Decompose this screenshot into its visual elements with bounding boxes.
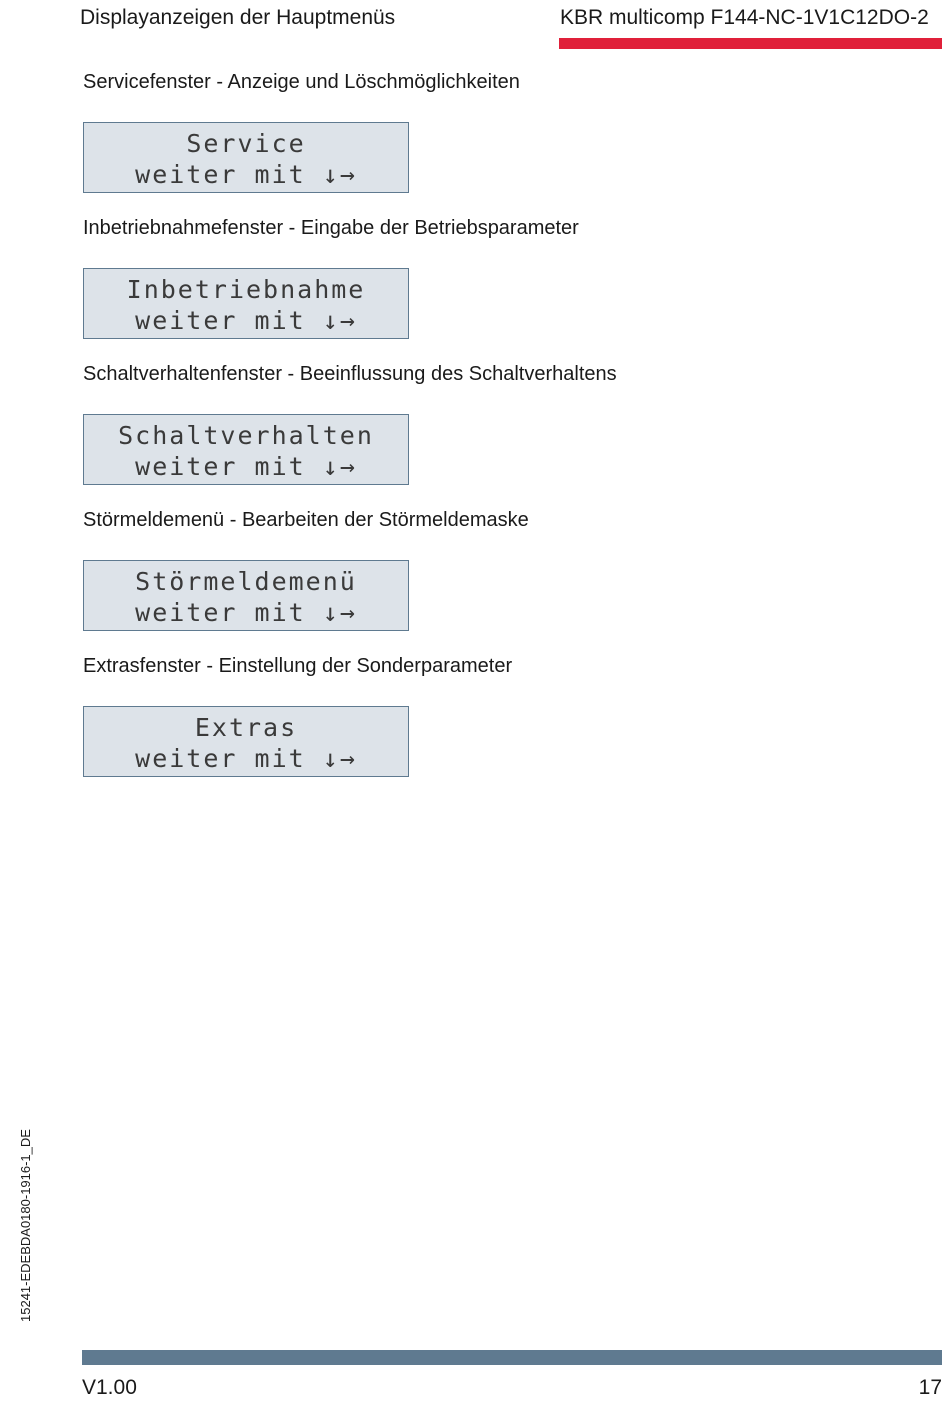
document-id-vertical: 15241-EDEBDA0180-1916-1_DE	[18, 1129, 33, 1322]
lcd-display-stoermeldemenue	[83, 560, 409, 631]
lcd-line-1: Extras	[194, 713, 298, 742]
lcd-display-inbetriebnahme	[83, 268, 409, 339]
header-accent-bar	[559, 38, 942, 49]
lcd-line-2: weiter mit ↓→	[135, 306, 357, 335]
lcd-display-service	[83, 122, 409, 193]
section-title-inbetriebnahme: Inbetriebnahmefenster - Eingabe der Betriebsparameter	[83, 217, 579, 239]
section-title-service: Servicefenster - Anzeige und Löschmöglichkeiten	[83, 71, 520, 93]
lcd-display-schaltverhalten	[83, 414, 409, 485]
section-title-schaltverhalten: Schaltverhaltenfenster - Beeinflussung des Schaltverhaltens	[83, 363, 617, 385]
header-chapter-title: Displayanzeigen der Hauptmenüs	[80, 6, 396, 29]
lcd-line-1: Inbetriebnahme	[126, 275, 366, 304]
footer-page-number: 17	[918, 1376, 942, 1399]
section-title-extras: Extrasfenster - Einstellung der Sonderparameter	[83, 655, 513, 677]
lcd-line-2: weiter mit ↓→	[135, 452, 357, 481]
footer-bar	[82, 1350, 942, 1365]
footer-version: V1.00	[82, 1376, 137, 1399]
section-title-stoermeldemenue: Störmeldemenü - Bearbeiten der Störmeldemaske	[83, 509, 529, 531]
lcd-line-1: Schaltverhalten	[118, 421, 374, 450]
lcd-line-1: Störmeldemenü	[135, 567, 357, 596]
lcd-display-extras	[83, 706, 409, 777]
header-product-title: KBR multicomp F144-NC-1V1C12DO-2	[560, 6, 929, 29]
lcd-line-1: Service	[186, 129, 306, 158]
lcd-line-2: weiter mit ↓→	[135, 160, 357, 189]
lcd-line-2: weiter mit ↓→	[135, 598, 357, 627]
lcd-line-2: weiter mit ↓→	[135, 744, 357, 773]
